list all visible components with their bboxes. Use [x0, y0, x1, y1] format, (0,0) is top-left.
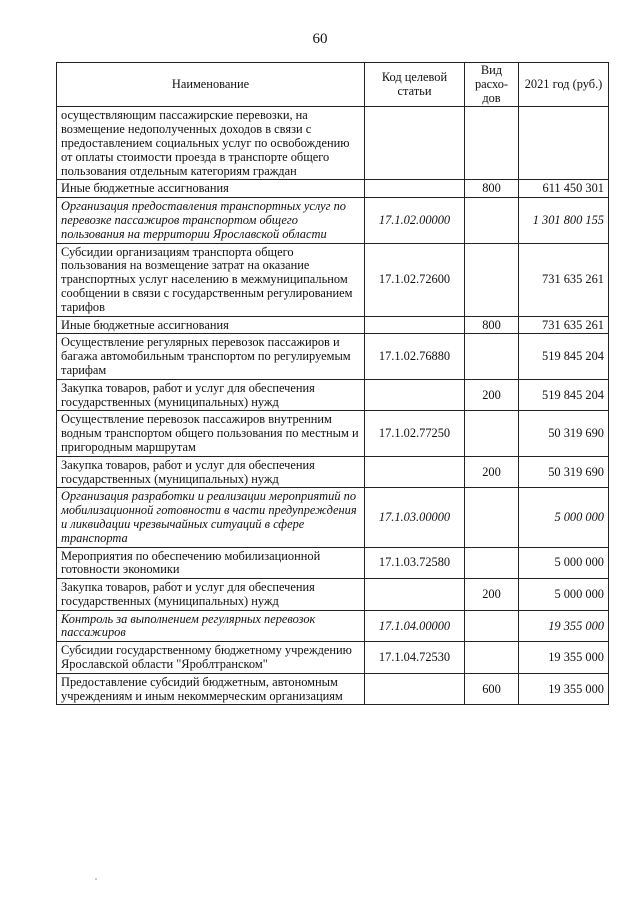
row-expense-type	[465, 198, 519, 243]
header-name: Наименование	[57, 63, 365, 107]
row-name: Предоставление субсидий бюджетным, автономным учреждениям и иным некоммерческим организациям	[57, 673, 365, 705]
row-expense-type: 200	[465, 579, 519, 611]
row-amount: 519 845 204	[519, 379, 609, 411]
row-code: 17.1.03.00000	[365, 488, 465, 547]
row-expense-type: 600	[465, 673, 519, 705]
table-row	[57, 579, 609, 611]
table-row	[57, 107, 609, 180]
table-row	[57, 610, 609, 642]
row-amount: 50 319 690	[519, 411, 609, 456]
row-code	[365, 579, 465, 611]
row-name: Осуществление перевозок пассажиров внутренним водным транспортом общего пользования по местным и пригородным маршрутам	[57, 411, 365, 456]
row-amount: 731 635 261	[519, 243, 609, 316]
row-amount: 5 000 000	[519, 547, 609, 579]
table-row	[57, 180, 609, 198]
row-amount: 611 450 301	[519, 180, 609, 198]
row-expense-type	[465, 642, 519, 674]
row-amount: 5 000 000	[519, 579, 609, 611]
page-number: 60	[312, 31, 328, 47]
row-expense-type: 200	[465, 456, 519, 488]
row-name: Закупка товаров, работ и услуг для обеспечения государственных (муниципальных) нужд	[57, 379, 365, 411]
row-expense-type	[465, 610, 519, 642]
row-amount: 19 355 000	[519, 642, 609, 674]
row-amount: 50 319 690	[519, 456, 609, 488]
row-code	[365, 180, 465, 198]
row-amount: 5 000 000	[519, 488, 609, 547]
table-row	[57, 379, 609, 411]
header-type: Вид расхо-дов	[465, 63, 519, 107]
row-name: Контроль за выполнением регулярных перевозок пассажиров	[57, 610, 365, 642]
row-name: Закупка товаров, работ и услуг для обеспечения государственных (муниципальных) нужд	[57, 456, 365, 488]
row-name: осуществляющим пассажирские перевозки, на возмещение недополученных доходов в связи с предоставлением социальных услуг по освобождению от оплаты стоимости проезда в транспорте общего пользования отдельным категориям граждан	[57, 107, 365, 180]
row-expense-type	[465, 107, 519, 180]
row-amount: 731 635 261	[519, 316, 609, 334]
row-code: 17.1.03.72580	[365, 547, 465, 579]
table-row	[57, 456, 609, 488]
row-name: Закупка товаров, работ и услуг для обеспечения государственных (муниципальных) нужд	[57, 579, 365, 611]
row-expense-type: 200	[465, 379, 519, 411]
table-row	[57, 673, 609, 705]
row-amount: 1 301 800 155	[519, 198, 609, 243]
row-name: Иные бюджетные ассигнования	[57, 180, 365, 198]
table-row	[57, 488, 609, 547]
row-name: Субсидии организациям транспорта общего пользования на возмещение затрат на оказание транспортных услуг населению в межмуниципальном сообщении в связи с государственным регулированием тарифов	[57, 243, 365, 316]
table-header-row	[57, 63, 609, 107]
row-name: Мероприятия по обеспечению мобилизационной готовности экономики	[57, 547, 365, 579]
row-code	[365, 379, 465, 411]
table-body	[57, 107, 609, 705]
row-name: Организация разработки и реализации мероприятий по мобилизационной готовности в части предупреждения и ликвидации чрезвычайных ситуаций в сфере транспорта	[57, 488, 365, 547]
table-row	[57, 198, 609, 243]
row-amount	[519, 107, 609, 180]
table-row	[57, 547, 609, 579]
row-name: Организация предоставления транспортных услуг по перевозке пассажиров транспортом общего пользования на территории Ярославской области	[57, 198, 365, 243]
row-code	[365, 673, 465, 705]
table-row	[57, 316, 609, 334]
table-row	[57, 642, 609, 674]
row-amount: 19 355 000	[519, 610, 609, 642]
row-expense-type: 800	[465, 180, 519, 198]
table-row	[57, 411, 609, 456]
row-expense-type	[465, 488, 519, 547]
row-name: Осуществление регулярных перевозок пассажиров и багажа автомобильным транспортом по регулируемым тарифам	[57, 334, 365, 379]
row-expense-type	[465, 334, 519, 379]
table-row	[57, 334, 609, 379]
table-row	[57, 243, 609, 316]
row-amount: 19 355 000	[519, 673, 609, 705]
budget-table	[56, 62, 609, 705]
row-amount: 519 845 204	[519, 334, 609, 379]
header-code: Код целевой статьи	[365, 63, 465, 107]
row-code	[365, 107, 465, 180]
row-code: 17.1.02.72600	[365, 243, 465, 316]
row-name: Субсидии государственному бюджетному учреждению Ярославской области "Яроблтранском"	[57, 642, 365, 674]
scan-speck	[95, 878, 97, 880]
row-expense-type	[465, 547, 519, 579]
row-expense-type	[465, 243, 519, 316]
row-code: 17.1.04.72530	[365, 642, 465, 674]
header-amount: 2021 год (руб.)	[519, 63, 609, 107]
row-code: 17.1.04.00000	[365, 610, 465, 642]
row-expense-type	[465, 411, 519, 456]
row-code: 17.1.02.77250	[365, 411, 465, 456]
row-code	[365, 456, 465, 488]
row-code: 17.1.02.00000	[365, 198, 465, 243]
row-expense-type: 800	[465, 316, 519, 334]
row-name: Иные бюджетные ассигнования	[57, 316, 365, 334]
row-code	[365, 316, 465, 334]
row-code: 17.1.02.76880	[365, 334, 465, 379]
